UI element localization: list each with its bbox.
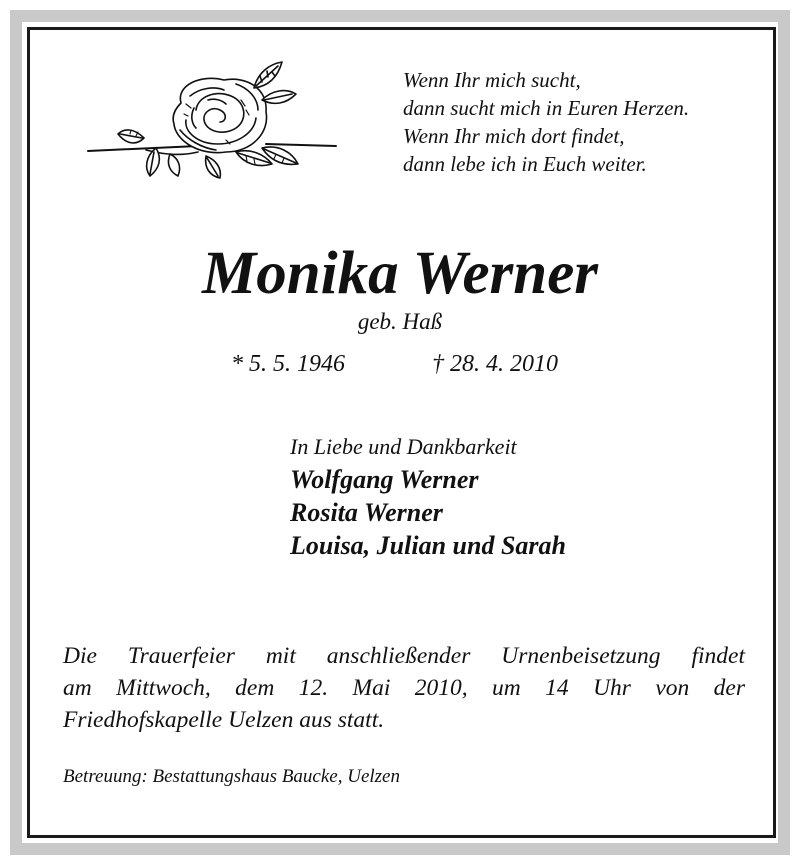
poem-line: Wenn Ihr mich sucht, [403,68,581,92]
mourner-name: Wolfgang Werner [290,465,479,494]
memorial-poem [403,66,689,178]
mourners-intro: In Liebe und Dankbarkeit [290,434,517,459]
mourners-block [290,431,566,562]
rose-icon [86,60,338,185]
poem-line: Wenn Ihr mich dort findet, [403,124,625,148]
poem-line: dann lebe ich in Euch weiter. [403,152,647,176]
notice-line: am Mittwoch, dem 12. Mai 2010, um 14 Uhr von der [63,675,745,701]
maiden-name: geb. Haß [357,309,443,334]
mourner-name: Rosita Werner [290,498,443,527]
death-date: † 28. 4. 2010 [432,351,558,377]
birth-date: * 5. 5. 1946 [231,351,345,377]
notice-line: Die Trauerfeier mit anschließender Urnenbeisetzung findet [63,643,745,669]
deceased-name: Monika Werner [201,240,599,307]
funeral-service-notice [63,640,745,736]
notice-line: Friedhofskapelle Uelzen aus statt. [63,707,385,733]
mourner-name: Louisa, Julian und Sarah [290,531,567,560]
undertaker-credit: Betreuung: Bestattungshaus Baucke, Uelzen [63,766,400,787]
poem-line: dann sucht mich in Euren Herzen. [403,96,690,120]
